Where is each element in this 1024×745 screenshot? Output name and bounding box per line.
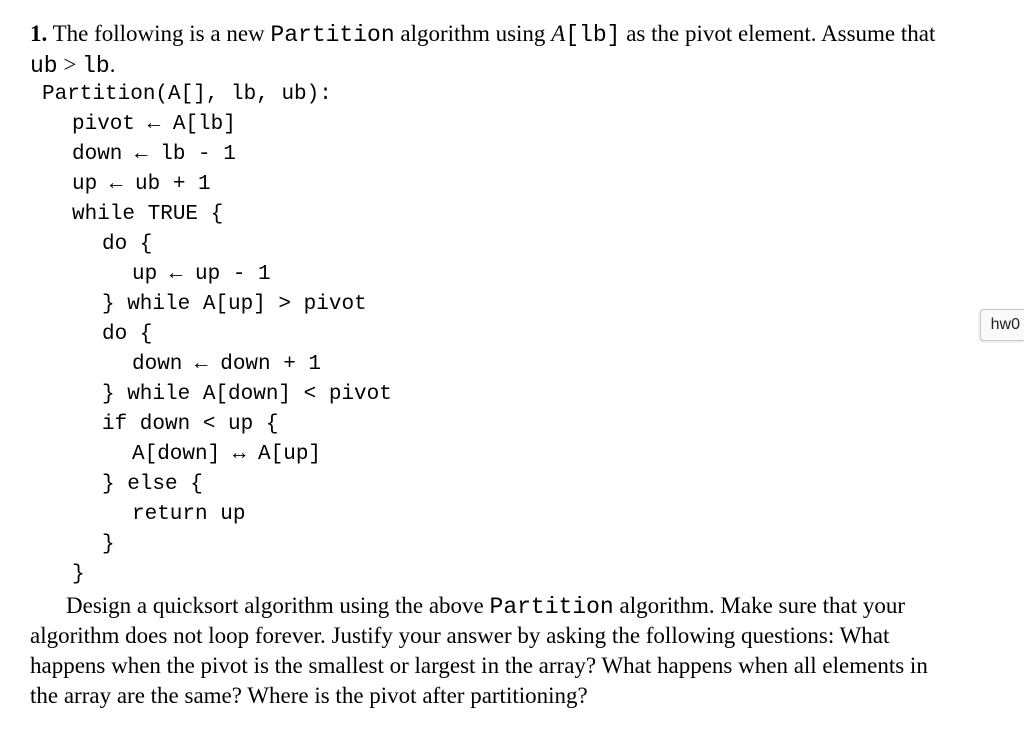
design-line-1 (66, 591, 905, 622)
lb-index: [lb] (565, 22, 621, 48)
intro-text-a: The following is a new (52, 21, 265, 46)
partition-keyword: Partition (270, 22, 395, 48)
intro-text-c: as the pivot element. Assume that (626, 21, 936, 46)
code-line: while TRUE { (72, 203, 224, 226)
design-line-4: the array are the same? Where is the pivot after partitioning? (30, 683, 588, 708)
design-line-2: algorithm does not loop forever. Justify your answer by asking the following questions: What (30, 623, 890, 648)
code-line: up ← up - 1 (132, 263, 271, 286)
code-line: up ← ub + 1 (72, 173, 211, 196)
code-line: } (72, 563, 85, 586)
design-line-3: happens when the pivot is the smallest or largest in the array? What happens when all elements in (30, 653, 928, 678)
condition-lb: lb (82, 53, 110, 79)
condition-gt: > (63, 52, 77, 77)
code-line: } (102, 533, 115, 556)
condition-ub: ub (30, 53, 58, 79)
code-line: if down < up { (102, 413, 279, 436)
code-line: Partition(A[], lb, ub): (42, 83, 332, 106)
code-line: down ← down + 1 (132, 353, 322, 376)
condition-period: . (109, 52, 116, 77)
design-text-a: Design a quicksort algorithm using the above (66, 593, 484, 618)
problem-line-2 (30, 50, 115, 81)
code-line: return up (132, 503, 246, 526)
code-line: } while A[down] < pivot (102, 383, 392, 406)
code-line: pivot ← A[lb] (72, 113, 236, 136)
code-line: down ← lb - 1 (72, 143, 236, 166)
intro-text-b: algorithm using (400, 21, 546, 46)
code-line: do { (102, 323, 153, 346)
side-tab-label: hw0 (990, 316, 1020, 333)
design-text-b: algorithm. Make sure that your (619, 593, 906, 618)
code-line: A[down] ↔ A[up] (132, 443, 322, 466)
side-tab-hw0[interactable] (980, 309, 1024, 341)
code-line: } while A[up] > pivot (102, 293, 367, 316)
problem-line-1 (30, 19, 935, 50)
partition-keyword: Partition (489, 594, 614, 620)
code-line: do { (102, 233, 153, 256)
code-line: } else { (102, 473, 203, 496)
array-variable: A (551, 21, 566, 46)
problem-number: 1. (30, 21, 48, 46)
